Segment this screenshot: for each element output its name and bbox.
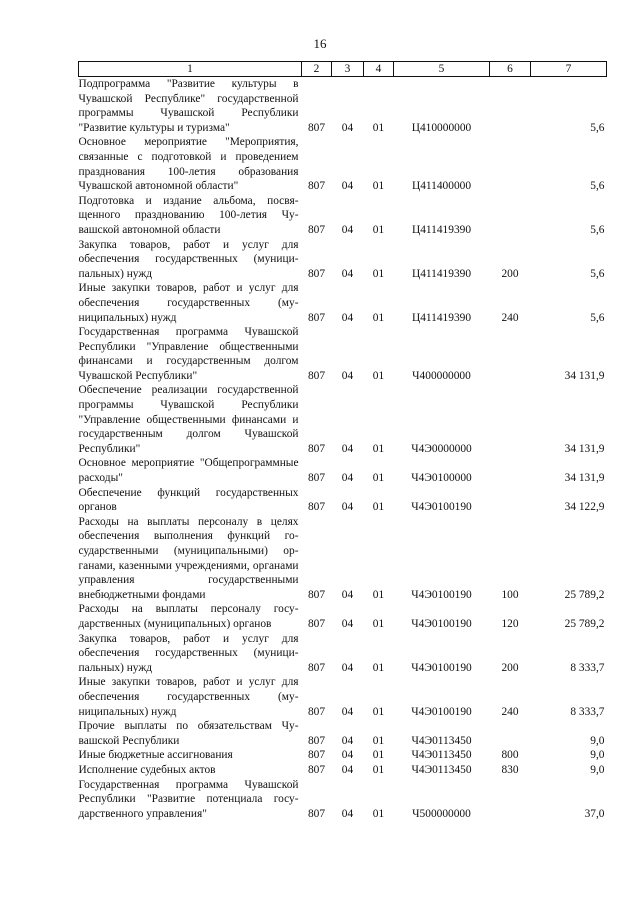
row-target-article-code: Ц411419390 [411,311,472,324]
table-row [79,778,607,822]
row-expense-type-code [490,383,531,456]
table-header [79,62,607,77]
row-target-article-code: Ч4Э0100000 [411,472,472,485]
row-section-code: 04 [341,501,354,514]
row-expense-type-code: 240 [501,311,519,324]
row-subsection-code: 01 [372,121,385,134]
table-row [79,77,607,136]
row-ministry-code: 807 [307,311,326,324]
row-subsection-code: 01 [372,661,385,674]
row-amount: 9,0 [590,734,605,747]
row-ministry-code: 807 [307,734,326,747]
row-section-code: 04 [341,442,354,455]
row-subsection-code: 01 [372,501,385,514]
page-number: 16 [313,36,327,51]
header-row [79,62,607,77]
row-ministry-code: 807 [307,749,326,762]
row-target-article-code: Ц411419390 [411,223,472,236]
row-section-code: 04 [341,705,354,718]
row-name-cell: Государственная программа Чувашской Республики "Развитие потенциала государственного управления" [78,778,299,820]
row-subsection-code: 01 [372,311,385,324]
row-name-cell: Подпрограмма "Развитие культуры в Чувашской Республике" государственной программы Чувашской Республики "Развитие культуры и туризма" [78,78,299,134]
row-name-cell: Основное мероприятие "Мероприятия, связанные с подготовкой и проведением празднования 100-летия образования Чувашской автономной области" [78,136,299,193]
row-target-article-code: Ч4Э0113450 [411,749,472,762]
row-target-article-code: Ч4Э0100190 [411,661,472,674]
table-row [79,719,607,748]
row-expense-type-code [490,77,531,136]
column-header-5: 5 [394,62,490,77]
column-header-3: 3 [332,62,364,77]
table-row [79,281,607,325]
row-amount: 5,6 [590,267,605,280]
row-section-code: 04 [341,807,354,820]
column-header-6: 6 [490,62,531,77]
row-ministry-code: 807 [307,121,326,134]
row-ministry-code: 807 [307,501,326,514]
row-target-article-code: Ч500000000 [412,807,471,820]
row-name-cell: Подготовка и издание альбома, посвященного празднованию 100-летия Чувашской автономной области [78,194,299,236]
row-target-article-code: Ч4Э0113450 [411,734,472,747]
row-ministry-code: 807 [307,369,326,382]
row-expense-type-code: 200 [501,267,519,280]
row-section-code: 04 [341,588,354,601]
row-subsection-code: 01 [372,180,385,193]
row-name-cell: Прочие выплаты по обязательствам Чувашской Республики [78,720,299,747]
row-amount: 9,0 [590,749,605,762]
row-expense-type-code [490,135,531,193]
row-ministry-code: 807 [307,763,326,776]
row-section-code: 04 [341,472,354,485]
row-amount: 25 789,2 [564,588,605,601]
row-name-cell: Расходы на выплаты персоналу в целях обеспечения выполнения функций государственными (муниципальными) органами, казенными учреждениями, органами управления государственными внебюджетными фондами [78,515,299,601]
row-section-code: 04 [341,311,354,324]
row-amount: 8 333,7 [570,661,605,674]
row-amount: 34 122,9 [564,501,605,514]
table-row [79,456,607,485]
table-row [79,238,607,282]
row-expense-type-code: 100 [501,588,519,601]
row-subsection-code: 01 [372,369,385,382]
row-subsection-code: 01 [372,807,385,820]
row-section-code: 04 [341,734,354,747]
row-amount: 5,6 [590,180,605,193]
row-ministry-code: 807 [307,807,326,820]
row-section-code: 04 [341,763,354,776]
row-target-article-code: Ч400000000 [412,369,471,382]
row-target-article-code: Ч4Э0100190 [411,501,472,514]
row-ministry-code: 807 [307,472,326,485]
row-expense-type-code [490,778,531,822]
row-ministry-code: 807 [307,588,326,601]
row-amount: 34 131,9 [564,442,605,455]
row-target-article-code: Ц411419390 [411,267,472,280]
row-name-cell: Исполнение судебных актов [78,763,216,776]
row-expense-type-code: 830 [501,763,519,776]
row-expense-type-code [490,194,531,238]
row-amount: 25 789,2 [564,617,605,630]
row-name-cell: Расходы на выплаты персоналу государственных (муниципальных) органов [78,603,299,630]
row-target-article-code: Ч4Э0000000 [411,442,472,455]
row-target-article-code: Ч4Э0113450 [411,763,472,776]
row-section-code: 04 [341,749,354,762]
column-header-2: 2 [302,62,332,77]
row-expense-type-code [490,719,531,748]
row-amount: 5,6 [590,223,605,236]
row-ministry-code: 807 [307,267,326,280]
table-row [79,486,607,515]
row-section-code: 04 [341,223,354,236]
row-amount: 34 131,9 [564,472,605,485]
table-row [79,383,607,456]
row-expense-type-code [490,325,531,383]
row-ministry-code: 807 [307,180,326,193]
row-expense-type-code: 200 [501,661,519,674]
row-section-code: 04 [341,617,354,630]
row-name-cell: Закупка товаров, работ и услуг для обеспечения государственных (муниципальных) нужд [78,238,299,280]
row-subsection-code: 01 [372,763,385,776]
budget-table [78,61,607,821]
table-row [79,675,607,719]
row-amount: 5,6 [590,311,605,324]
row-name-cell: Иные закупки товаров, работ и услуг для обеспечения государственных (муниципальных) нужд [78,676,299,718]
row-section-code: 04 [341,369,354,382]
table-row [79,515,607,603]
row-target-article-code: Ч4Э0100190 [411,588,472,601]
row-name-cell: Закупка товаров, работ и услуг для обеспечения государственных (муниципальных) нужд [78,632,299,674]
table-row [79,194,607,238]
row-amount: 9,0 [590,763,605,776]
table-row [79,325,607,383]
row-amount: 34 131,9 [564,369,605,382]
row-name-cell: Основное мероприятие "Общепрограммные расходы" [78,457,299,485]
row-section-code: 04 [341,661,354,674]
row-expense-type-code: 240 [501,705,519,718]
row-expense-type-code [490,486,531,515]
table-row [79,135,607,193]
row-amount: 8 333,7 [570,705,605,718]
row-ministry-code: 807 [307,617,326,630]
table-row [79,748,607,763]
row-name-cell: Обеспечение реализации государственной программы Чувашской Республики "Управление общественными финансами и государственным долгом Чувашской Республики" [78,384,299,455]
row-ministry-code: 807 [307,705,326,718]
column-header-1: 1 [79,62,302,77]
row-subsection-code: 01 [372,617,385,630]
column-header-7: 7 [531,62,607,77]
row-section-code: 04 [341,180,354,193]
row-name-cell: Иные бюджетные ассигнования [78,749,233,762]
row-subsection-code: 01 [372,267,385,280]
row-subsection-code: 01 [372,749,385,762]
column-header-4: 4 [364,62,394,77]
row-subsection-code: 01 [372,588,385,601]
row-amount: 37,0 [584,807,605,820]
row-target-article-code: Ц411400000 [411,180,472,193]
row-target-article-code: Ч4Э0100190 [411,705,472,718]
table-row [79,632,607,676]
row-section-code: 04 [341,121,354,134]
row-ministry-code: 807 [307,442,326,455]
row-ministry-code: 807 [307,223,326,236]
row-subsection-code: 01 [372,734,385,747]
row-section-code: 04 [341,267,354,280]
row-amount: 5,6 [590,121,605,134]
row-subsection-code: 01 [372,705,385,718]
row-name-cell: Обеспечение функций государственных органов [78,486,299,514]
row-name-cell: Иные закупки товаров, работ и услуг для обеспечения государственных (муниципальных) нужд [78,282,299,324]
row-target-article-code: Ц410000000 [411,121,472,134]
row-subsection-code: 01 [372,442,385,455]
row-target-article-code: Ч4Э0100190 [411,617,472,630]
table-row [79,602,607,631]
row-name-cell: Государственная программа Чувашской Республики "Управление общественными финансами и государственным долгом Чувашской Республики" [78,326,299,382]
row-subsection-code: 01 [372,472,385,485]
row-subsection-code: 01 [372,223,385,236]
table-row [79,763,607,778]
row-expense-type-code [490,456,531,485]
table-body [79,77,607,822]
row-expense-type-code: 800 [501,749,519,762]
row-ministry-code: 807 [307,661,326,674]
row-expense-type-code: 120 [501,617,519,630]
